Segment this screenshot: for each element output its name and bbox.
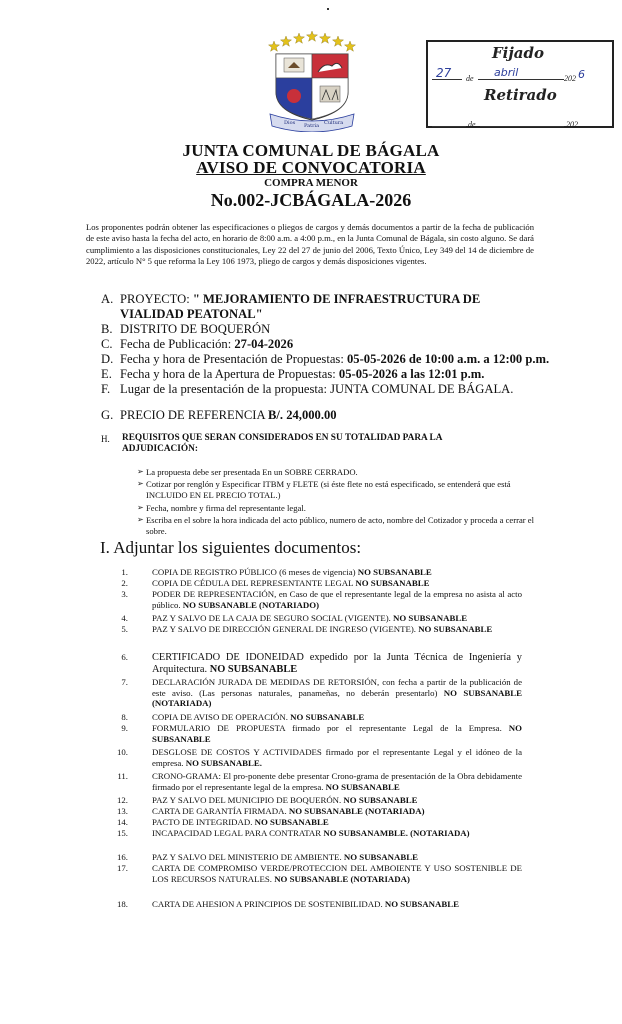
document-item bbox=[104, 723, 534, 744]
document-requirement: NO SUBSANABLE bbox=[325, 781, 400, 792]
requisito-bullet-3-text: Fecha, nombre y firma del representante legal. bbox=[146, 503, 306, 513]
item-f-letter: F. bbox=[101, 382, 111, 396]
arrow-icon: ➢ bbox=[137, 515, 144, 524]
item-a-line-1 bbox=[120, 292, 480, 307]
document-requirement: NO SUBSANABLE bbox=[290, 712, 365, 722]
requisito-bullet-2-text: Cotizar por renglón y Especificar ITBM y FLETE (si éste flete no está especificado, se entenderá que está INCLUIDO EN EL PRECIO TOTAL.) bbox=[146, 479, 511, 500]
document-description: COPIA DE CÉDULA DEL REPRESENTANTE LEGAL bbox=[152, 578, 356, 588]
header-line-4: No.002-JCBÁGALA-2026 bbox=[210, 190, 412, 210]
document-requirement: NO SUBSANABLE bbox=[254, 817, 329, 827]
document-item bbox=[104, 712, 534, 723]
document-item bbox=[104, 624, 534, 645]
document-text bbox=[152, 806, 522, 817]
document-item bbox=[104, 567, 534, 578]
de-text-2: de bbox=[468, 120, 476, 129]
requisitos-letter: H. bbox=[101, 434, 110, 444]
document-number: 11. bbox=[117, 771, 128, 781]
document-requirement: NO SUBSANABLE bbox=[343, 852, 418, 862]
item-g-value: B/. 24,000.00 bbox=[268, 408, 337, 422]
document-requirement: NO SUBSANABLE (NOTARIADO) bbox=[182, 599, 320, 610]
seal-banner-word-2: Patria bbox=[304, 123, 320, 129]
stars-icon bbox=[269, 31, 356, 51]
document-text bbox=[152, 899, 522, 910]
year-suffix: 6 bbox=[578, 68, 585, 81]
retirado-year-prefix: 202 bbox=[566, 120, 578, 129]
document-text bbox=[152, 677, 522, 709]
year-line bbox=[548, 67, 564, 80]
item-e-value: 05-05-2026 a las 12:01 p.m. bbox=[338, 367, 485, 381]
document-description: FORMULARIO DE PROPUESTA firmado por el representante Legal de la Empresa. bbox=[152, 723, 509, 733]
document-number: 14. bbox=[117, 817, 128, 827]
document-description: PAZ Y SALVO DEL MUNICIPIO DE BOQUERÓN. bbox=[152, 795, 344, 805]
document-requirement: NO SUBSANABLE bbox=[357, 567, 432, 577]
document-item bbox=[104, 589, 534, 610]
item-e-label: Fecha y hora de la Apertura de Propuestas: bbox=[120, 367, 339, 381]
document-number: 17. bbox=[117, 863, 128, 873]
item-g bbox=[101, 408, 541, 423]
document-requirement: NO SUBSANABLE bbox=[384, 899, 459, 909]
document-text bbox=[152, 723, 522, 744]
item-f-text: Lugar de la presentación de la propuesta: JUNTA COMUNAL DE BÁGALA. bbox=[120, 382, 514, 396]
document-requirement: NO SUBSANABLE (NOTARIADA) bbox=[274, 873, 410, 884]
document-requirement: NO SUBSANABLE bbox=[152, 723, 522, 744]
fijado-retirado-stamp bbox=[426, 40, 614, 128]
document-item bbox=[104, 578, 534, 589]
document-description: PACTO DE INTEGRIDAD. bbox=[152, 817, 255, 827]
arrow-icon: ➢ bbox=[137, 479, 144, 488]
arrow-icon: ➢ bbox=[137, 503, 144, 512]
document-number: 15. bbox=[117, 828, 128, 838]
document-text bbox=[152, 578, 522, 589]
item-c-value: 27-04-2026 bbox=[234, 337, 294, 351]
document-item bbox=[104, 747, 534, 768]
requisito-bullet-2 bbox=[137, 479, 536, 500]
item-d-letter: D. bbox=[101, 352, 114, 366]
item-b bbox=[101, 322, 541, 337]
item-b-letter: B. bbox=[101, 322, 113, 336]
arrow-icon: ➢ bbox=[137, 467, 144, 476]
document-number: 13. bbox=[117, 806, 128, 816]
scan-dot bbox=[327, 8, 329, 10]
document-number: 9. bbox=[121, 723, 128, 733]
item-e bbox=[101, 367, 541, 382]
document-text bbox=[152, 652, 522, 676]
document-description: COPIA DE AVISO DE OPERACIÓN. bbox=[152, 712, 291, 722]
document-description: CERTIFICADO DE IDONEIDAD expedido por la Junta Técnica de Ingeniería y Arquitectura. bbox=[152, 652, 522, 675]
document-number: 12. bbox=[117, 795, 128, 805]
fijado-label: Fijado bbox=[492, 44, 544, 62]
requisito-bullet-4-text: Escriba en el sobre la hora indicada del acto público, numero de acto, nombre del Cotizador y proceda a cerrar el sobre. bbox=[146, 515, 534, 536]
document-number: 16. bbox=[117, 852, 128, 862]
document-text bbox=[152, 863, 522, 884]
document-description: CARTA DE COMPROMISO VERDE/PROTECCION DEL AMBOIENTE Y USO SOSTENIBLE DE LOS RECURSOS NATURALES. bbox=[152, 863, 522, 884]
requisito-bullet-1-text: La propuesta debe ser presentada En un SOBRE CERRADO. bbox=[146, 467, 358, 477]
item-c-line bbox=[120, 337, 293, 352]
document-requirement: NO SUBSANABLE (NOTARIADA) bbox=[288, 806, 425, 816]
document-requirement: NO SUBSANABLE. bbox=[185, 757, 262, 768]
document-requirement: NO SUBSANABLE bbox=[343, 795, 418, 805]
document-description: DESGLOSE DE COSTOS Y ACTIVIDADES firmado por el representante Legal y el idóneo de la empresa. bbox=[152, 747, 522, 768]
document-number: 3. bbox=[121, 589, 128, 599]
document-item bbox=[104, 899, 534, 910]
item-a-line-2 bbox=[120, 307, 263, 322]
document-requirement: NO SUBSANABLE bbox=[209, 664, 298, 675]
document-requirement: NO SUBSANABLE bbox=[355, 578, 430, 588]
seal-banner-word-3: Cultura bbox=[324, 120, 344, 126]
header-line-1: JUNTA COMUNAL DE BÁGALA bbox=[182, 141, 440, 160]
requisitos-heading-2: ADJUDICACIÓN: bbox=[122, 444, 198, 454]
document-text bbox=[152, 613, 522, 624]
intro-paragraph: Los proponentes podrán obtener las especificaciones o pliegos de cargos y demás documentos a partir de la fecha de publicación de este aviso hasta la fecha del acto, en horario de 8:00 a.m. a 4:00 p.m., en la Junta Comunal de Bágala, sin costo alguno. Se dará cumplimiento a las disposiciones constitucionales, Ley 22 del 27 de junio del 2006, Texto Único, Ley 349 del 14 de diciembre de 2022, artículo N° 5 que reforma la Ley 106 1973, pliego de cargos y demás disposiciones vigentes. bbox=[86, 222, 534, 267]
retirado-label: Retirado bbox=[484, 86, 557, 104]
document-text bbox=[152, 747, 522, 768]
retirado-month-line bbox=[480, 114, 564, 127]
document-number: 6. bbox=[121, 652, 128, 662]
document-requirement: NO SUBSANAMBLE. (NOTARIADA) bbox=[323, 828, 470, 838]
document-text bbox=[152, 795, 522, 806]
document-number: 8. bbox=[121, 712, 128, 722]
requisito-bullet-1 bbox=[137, 467, 536, 478]
document-item bbox=[104, 817, 534, 828]
item-d-label: Fecha y hora de Presentación de Propuestas: bbox=[120, 352, 347, 366]
document-item bbox=[104, 852, 534, 863]
requisito-bullet-4 bbox=[137, 515, 536, 536]
document-item bbox=[104, 652, 534, 673]
requisito-bullet-3 bbox=[137, 503, 536, 514]
document-number: 5. bbox=[121, 624, 128, 634]
document-text bbox=[152, 852, 522, 863]
document-text bbox=[152, 771, 522, 792]
document-item bbox=[104, 613, 534, 624]
item-a-label: PROYECTO: bbox=[120, 292, 193, 306]
document-description: PODER DE REPRESENTACIÓN, en Caso de que el representante legal de la empresa no asista al acto público. bbox=[152, 589, 522, 610]
item-b-text: DISTRITO DE BOQUERÓN bbox=[120, 322, 271, 336]
item-g-line bbox=[120, 408, 337, 423]
item-c bbox=[101, 337, 541, 352]
item-c-label: Fecha de Publicación: bbox=[120, 337, 235, 351]
document-number: 4. bbox=[121, 613, 128, 623]
document-description: INCAPACIDAD LEGAL PARA CONTRATAR bbox=[152, 828, 324, 838]
item-g-letter: G. bbox=[101, 408, 114, 422]
adjuntar-heading: I. Adjuntar los siguientes documentos: bbox=[100, 538, 362, 557]
item-d-line bbox=[120, 352, 549, 367]
document-item bbox=[104, 677, 534, 709]
document-item bbox=[104, 828, 534, 849]
document-number: 10. bbox=[117, 747, 128, 757]
document-text bbox=[152, 567, 522, 578]
document-description: PAZ Y SALVO DEL MINISTERIO DE AMBIENTE. bbox=[152, 852, 344, 862]
de-text: de bbox=[466, 74, 474, 83]
document-item bbox=[104, 795, 534, 806]
item-e-line bbox=[120, 367, 484, 382]
document-number: 7. bbox=[121, 677, 128, 687]
document-text bbox=[152, 589, 522, 610]
document-requirement: NO SUBSANABLE bbox=[418, 624, 493, 634]
document-item bbox=[104, 806, 534, 817]
document-item bbox=[104, 771, 534, 792]
document-number: 1. bbox=[121, 567, 128, 577]
document-requirement: NO SUBSANABLE (NOTARIADA) bbox=[152, 687, 522, 709]
document-text bbox=[152, 817, 522, 828]
item-g-label: PRECIO DE REFERENCIA bbox=[120, 408, 268, 422]
item-f bbox=[101, 382, 541, 397]
header-line-3: COMPRA MENOR bbox=[264, 177, 358, 189]
year-prefix: 202 bbox=[564, 74, 576, 83]
item-a bbox=[101, 292, 541, 324]
requisitos-heading-1: REQUISITOS QUE SERAN CONSIDERADOS EN SU TOTALIDAD PARA LA bbox=[122, 433, 443, 443]
document-description: COPIA DE REGISTRO PÚBLICO (6 meses de vigencia) bbox=[152, 567, 358, 577]
item-a-letter: A. bbox=[101, 292, 114, 306]
item-d-value: 05-05-2026 de 10:00 a.m. a 12:00 p.m. bbox=[346, 352, 550, 366]
document-requirement: NO SUBSANABLE bbox=[393, 613, 468, 623]
coat-of-arms-seal bbox=[262, 28, 362, 132]
seal-banner-word-1: Dios bbox=[284, 120, 296, 126]
document-number: 2. bbox=[121, 578, 128, 588]
document-description: CRONO-GRAMA: El pro-ponente debe presentar Crono-grama de presentación de la Obra debidamente firmado por el representante legal de la empresa. bbox=[152, 771, 522, 792]
document-text bbox=[152, 624, 522, 635]
document-description: DECLARACIÓN JURADA DE MEDIDAS DE RETORSIÓN, con fecha a partir de la publicación de este aviso. (Las personas naturales, panameñas, no deberán presentarlo) bbox=[152, 677, 522, 698]
fijado-day: 27 bbox=[436, 66, 452, 80]
item-a-value-2: VIALIDAD PEATONAL" bbox=[120, 307, 263, 321]
document-description: PAZ Y SALVO DE LA CAJA DE SEGURO SOCIAL (VIGENTE). bbox=[152, 613, 394, 623]
item-c-letter: C. bbox=[101, 337, 113, 351]
document-number: 18. bbox=[117, 899, 128, 909]
header-line-2: AVISO DE CONVOCATORIA bbox=[196, 158, 426, 177]
document-text bbox=[152, 712, 522, 723]
document-text bbox=[152, 828, 522, 839]
item-d bbox=[101, 352, 550, 367]
document-item bbox=[104, 863, 534, 895]
document-description: CARTA DE GARANTÍA FIRMADA. bbox=[152, 806, 289, 816]
item-e-letter: E. bbox=[101, 367, 112, 381]
retirado-day-line bbox=[432, 114, 466, 127]
document-description: CARTA DE AHESION A PRINCIPIOS DE SOSTENIBILIDAD. bbox=[152, 899, 385, 909]
item-a-value-1: " MEJORAMIENTO DE INFRAESTRUCTURA DE bbox=[192, 292, 481, 306]
document-description: PAZ Y SALVO DE DIRECCIÓN GENERAL DE INGRESO (VIGENTE). bbox=[152, 624, 419, 634]
fijado-month: abril bbox=[494, 66, 519, 79]
